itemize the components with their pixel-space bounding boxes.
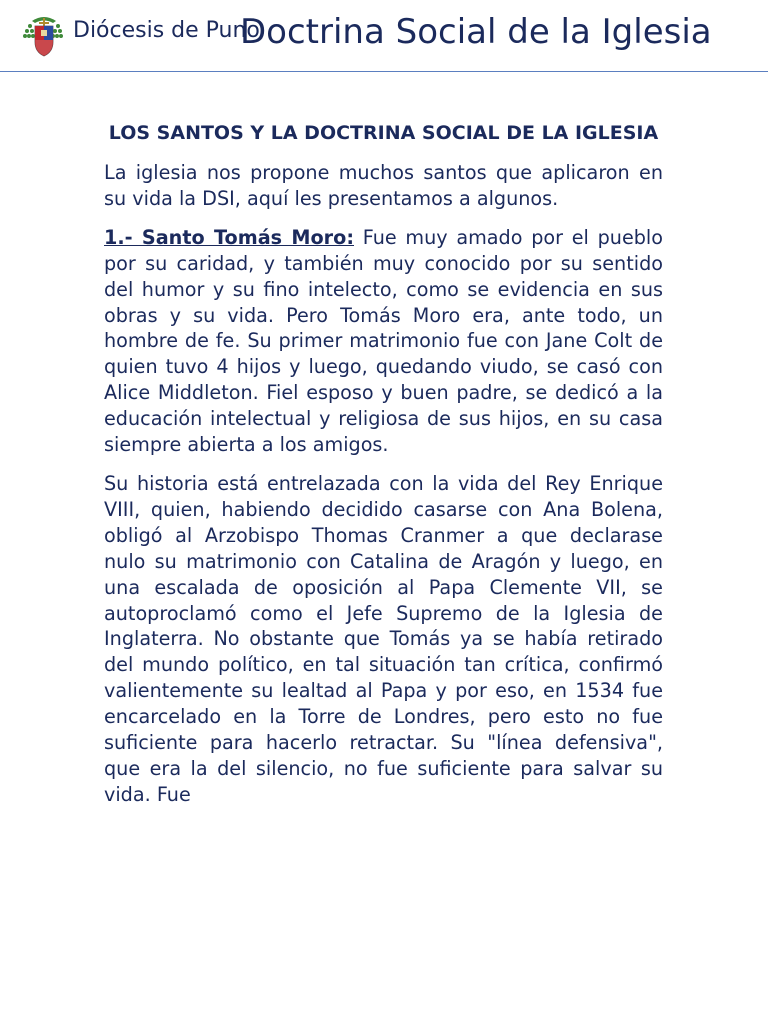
page-header — [0, 0, 768, 72]
history-paragraph: Su historia está entrelazada con la vida del Rey Enrique VIII, quien, habiendo decidido casarse con Ana Bolena, obligó al Arzobispo Thomas Cranmer a que declarase nulo su matrimonio con Catalina de Aragón y luego, en una escalada de oposición al Papa Clemente VII, se autoproclamó como el Jefe Supremo de la Iglesia de Inglaterra. No obstante que Tomás ya se había retirado del mundo político, en tal situación tan crítica, confirmó valientemente su lealtad al Papa y por eso, en 1534 fue encarcelado en la Torre de Londres, pero esto no fue suficiente para hacerlo retractar. Su "línea defensiva", que era la del silencio, no fue suficiente para salvar su vida. Fue — [104, 471, 663, 806]
section-1-heading: 1.- Santo Tomás Moro: — [104, 225, 354, 249]
intro-paragraph: La iglesia nos propone muchos santos que aplicaron en su vida la DSI, aquí les presentamos a algunos. — [104, 161, 663, 210]
diocese-coat-of-arms-icon — [19, 12, 69, 60]
diocese-name: Diócesis de Puno — [73, 18, 260, 43]
document-title: LOS SANTOS Y LA DOCTRINA SOCIAL DE LA IGLESIA — [108, 122, 659, 144]
section-1-text: Fue muy amado por el pueblo por su caridad, y también muy conocido por su sentido del humor y su fino intelecto, como se evidencia en sus obras y su vida. Pero Tomás Moro era, ante todo, un hombre de fe. Su primer matrimonio fue con Jane Colt de quien tuvo 4 hijos y luego, quedando viudo, se casó con Alice Middleton. Fiel esposo y buen padre, se dedicó a la educación intelectual y religiosa de sus hijos, en su casa siempre abierta a los amigos. — [104, 225, 663, 457]
header-title: Doctrina Social de la Iglesia — [240, 12, 712, 52]
document-body — [104, 120, 663, 821]
section-1-paragraph — [104, 225, 663, 458]
